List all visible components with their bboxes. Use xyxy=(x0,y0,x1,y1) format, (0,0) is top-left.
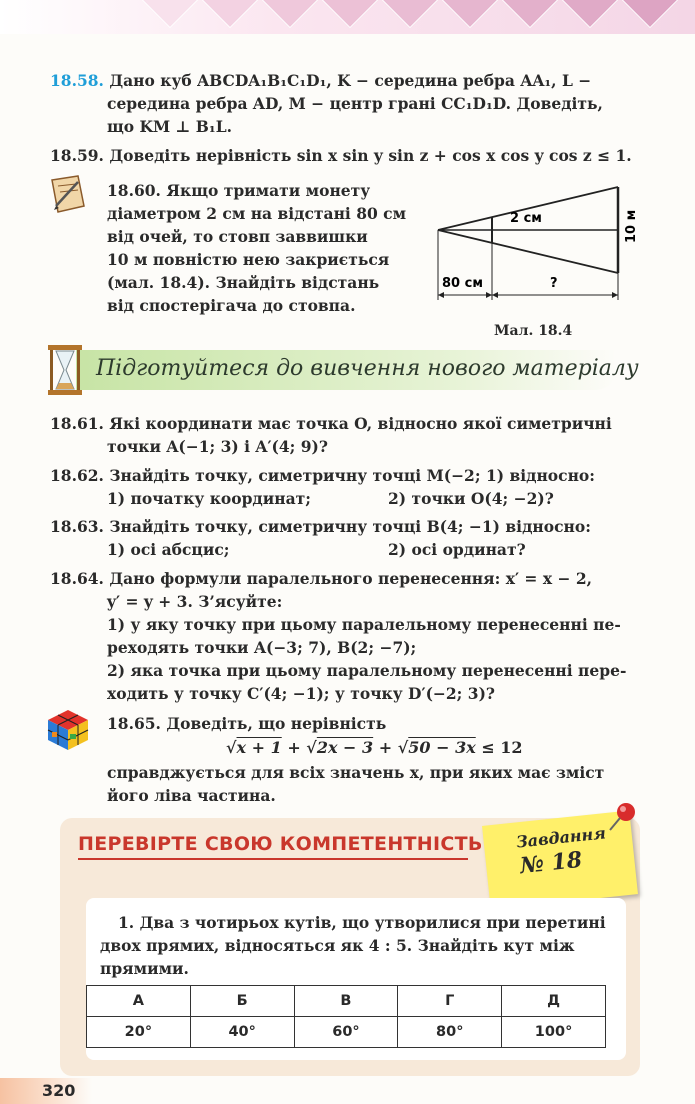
problem-18-58-line2: середина ребра AD, M − центр грані CC₁D₁D. Доведіть, xyxy=(107,94,603,113)
inequality-formula: √x + 1 + √2x − 3 + √50 − 3x ≤ 12 xyxy=(226,738,523,757)
root-2: 2x − 3 xyxy=(316,738,374,757)
arrow-head xyxy=(486,292,492,298)
task-line2: двох прямих, відносяться як 4 : 5. Знайдіть кут між xyxy=(100,936,575,955)
problem-number: 18.60. xyxy=(107,181,161,200)
problem-text: Дано формули паралельного перенесення: x′ = x − 2, xyxy=(109,569,593,588)
problem-18-60-line5: (мал. 18.4). Знайдіть відстань xyxy=(107,273,380,292)
problem-18-64-line6: ходить у точку C′(4; −1); у точку D′(−2; 3)? xyxy=(107,684,495,703)
competence-title-underline xyxy=(78,858,468,860)
problem-18-63-line1 xyxy=(50,516,591,538)
problem-18-62-part1: 1) початку координат; xyxy=(107,489,311,508)
arrow-head xyxy=(438,292,444,298)
problem-18-64-line2: y′ = y + 3. З’ясуйте: xyxy=(107,592,283,611)
label-question: ? xyxy=(550,276,558,291)
band-diamond xyxy=(202,0,259,28)
band-diamond xyxy=(502,0,559,28)
answer-header: А xyxy=(87,986,191,1017)
figure-18-4 xyxy=(432,185,647,320)
band-diamond xyxy=(142,0,199,28)
answer-header: В xyxy=(294,986,398,1017)
answer-value: 20° xyxy=(87,1017,191,1048)
problem-text: Дано куб ABCDA₁B₁C₁D₁, K − середина ребра AA₁, L − xyxy=(109,71,592,90)
problem-number: 18.62. xyxy=(50,466,104,485)
problem-18-65-line1 xyxy=(107,713,386,735)
pushpin-icon xyxy=(606,800,640,838)
band-diamond xyxy=(322,0,379,28)
hourglass-icon xyxy=(46,343,84,401)
problem-number: 18.63. xyxy=(50,517,104,536)
problem-18-61-line1 xyxy=(50,413,612,435)
problem-18-59 xyxy=(50,145,632,167)
figure-caption: Мал. 18.4 xyxy=(494,323,573,339)
answer-value: 100° xyxy=(502,1017,606,1048)
problem-number: 18.65. xyxy=(107,714,161,733)
band-diamond xyxy=(622,0,679,28)
problem-18-62-line1 xyxy=(50,465,595,487)
problem-text: Знайдіть точку, симетричну точці B(4; −1) відносно: xyxy=(109,517,591,536)
problem-18-63-part1: 1) осі абсцис; xyxy=(107,540,230,559)
sight-line-bottom xyxy=(438,230,618,273)
root-3: 50 − 3x xyxy=(408,738,476,757)
answer-value: 40° xyxy=(190,1017,294,1048)
arrow-head xyxy=(612,292,618,298)
formula-rest: ≤ 12 xyxy=(481,738,523,757)
problem-18-64-line1 xyxy=(50,568,592,590)
task-note-label: Завдання xyxy=(515,823,607,852)
practical-task-icon xyxy=(48,174,88,218)
band-diamond xyxy=(382,0,439,28)
problem-18-61-line2: точки A(−1; 3) і A′(4; 9)? xyxy=(107,437,328,456)
competence-title: ПЕРЕВІРТЕ СВОЮ КОМПЕТЕНТНІСТЬ xyxy=(78,833,483,855)
problem-18-64-line4: реходять точки A(−3; 7), B(2; −7); xyxy=(107,638,417,657)
problem-18-60-line6: від спостерігача до стовпа. xyxy=(107,296,356,315)
problem-18-62-part2: 2) точки O(4; −2)? xyxy=(388,489,554,508)
task-note-number: № 18 xyxy=(518,846,584,880)
problem-18-65-line4: його ліва частина. xyxy=(107,786,276,805)
band-diamond xyxy=(262,0,319,28)
section-banner-title: Підготуйтеся до вивчення нового матеріалу xyxy=(96,356,639,381)
top-decorative-band xyxy=(0,0,695,34)
answer-header: Д xyxy=(502,986,606,1017)
band-diamond xyxy=(442,0,499,28)
answer-table xyxy=(86,985,606,1048)
problem-text: Доведіть нерівність sin x sin y sin z + cos x cos y cos z ≤ 1. xyxy=(109,146,632,165)
problem-18-60-line4: 10 м повністю нею закриється xyxy=(107,250,390,269)
problem-18-64-line5: 2) яка точка при цьому паралельному перенесенні пере- xyxy=(107,661,627,680)
label-80cm: 80 см xyxy=(442,276,483,291)
problem-18-65-line3: справджується для всіх значень x, при яких має зміст xyxy=(107,763,605,782)
label-2cm: 2 см xyxy=(510,211,542,226)
problem-text: Знайдіть точку, симетричну точці M(−2; 1) відносно: xyxy=(109,466,595,485)
task-line3: прямими. xyxy=(100,959,189,978)
problem-18-60-line1 xyxy=(107,180,370,202)
problem-number: 18.59. xyxy=(50,146,104,165)
problem-18-58-line1 xyxy=(50,70,591,92)
problem-18-64-line3: 1) у яку точку при цьому паралельному перенесенні пе- xyxy=(107,615,621,634)
page-number-tab xyxy=(0,1078,92,1104)
page-number: 320 xyxy=(42,1081,76,1100)
problem-number: 18.64. xyxy=(50,569,104,588)
answer-header-row xyxy=(87,986,606,1017)
problem-18-63-part2: 2) осі ординат? xyxy=(388,540,526,559)
problem-text: Які координати має точка O, відносно якої симетричні xyxy=(109,414,612,433)
root-1: x + 1 xyxy=(236,738,282,757)
answer-value-row xyxy=(87,1017,606,1048)
answer-value: 60° xyxy=(294,1017,398,1048)
problem-18-58-line3: що KM ⊥ B₁L. xyxy=(107,117,232,136)
answer-header: Г xyxy=(398,986,502,1017)
problem-text: Якщо тримати монету xyxy=(166,181,371,200)
answer-header: Б xyxy=(190,986,294,1017)
label-10m: 10 м xyxy=(624,209,639,243)
problem-number: 18.61. xyxy=(50,414,104,433)
problem-18-60-line3: від очей, то стовп заввишки xyxy=(107,227,368,246)
rubiks-cube-icon xyxy=(46,708,90,756)
problem-text: Доведіть, що нерівність xyxy=(166,714,387,733)
task-line1: 1. Два з чотирьох кутів, що утворилися при перетині xyxy=(118,913,606,932)
arrow-head xyxy=(492,292,498,298)
problem-18-60-line2: діаметром 2 см на відстані 80 см xyxy=(107,204,407,223)
problem-number: 18.58. xyxy=(50,71,104,90)
answer-value: 80° xyxy=(398,1017,502,1048)
band-diamond xyxy=(562,0,619,28)
